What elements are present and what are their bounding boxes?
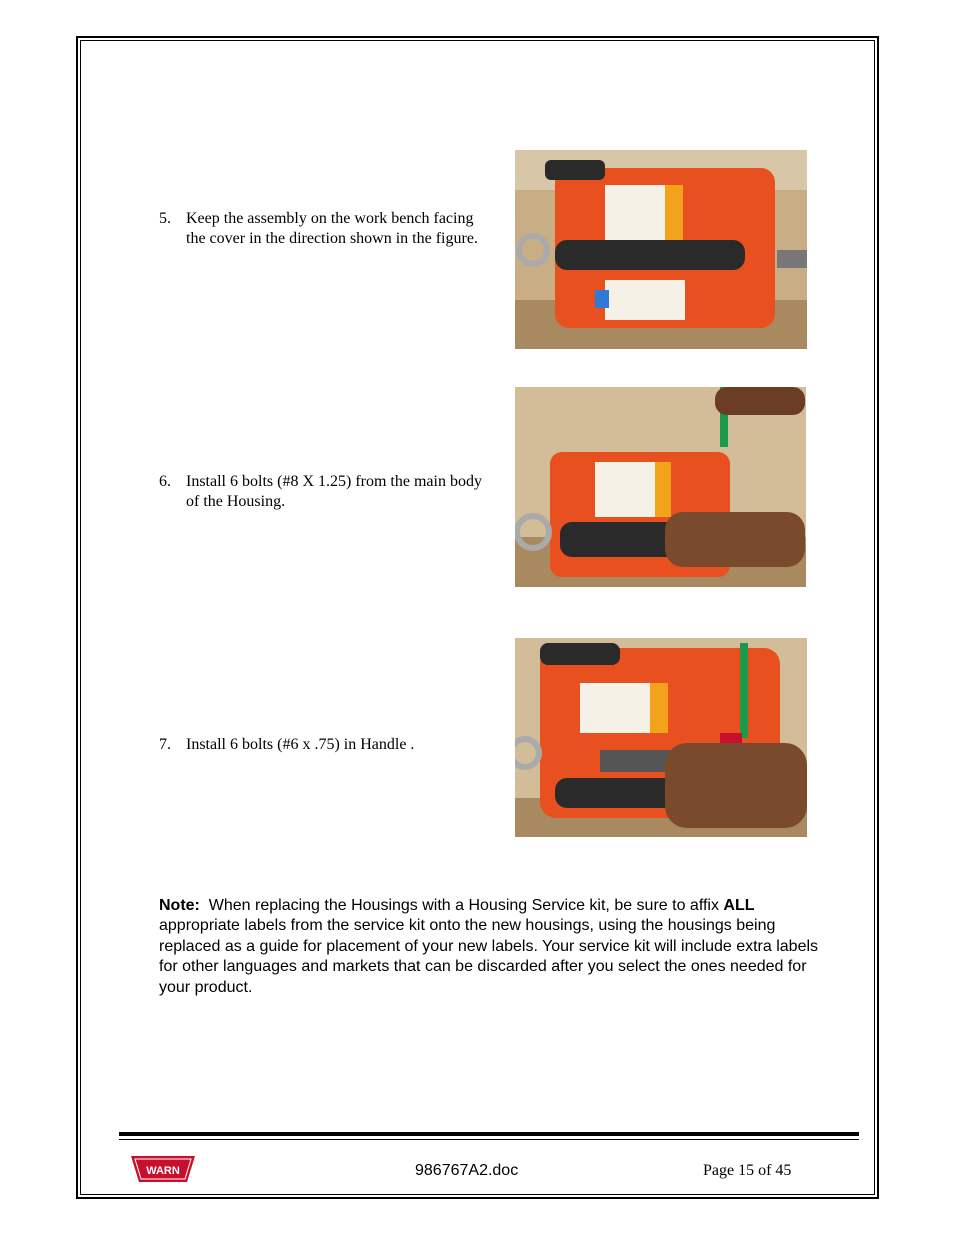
step-5-photo bbox=[515, 150, 807, 349]
footer-page-number: Page 15 of 45 bbox=[703, 1162, 792, 1179]
step-7-photo bbox=[515, 638, 807, 837]
step-5-number: 5. bbox=[159, 210, 171, 227]
step-7-number: 7. bbox=[159, 736, 171, 753]
step-5-text: Keep the assembly on the work bench facing the cover in the direction shown in the figure. bbox=[186, 210, 478, 247]
note-emphasis: ALL bbox=[723, 897, 755, 914]
note-text-before: When replacing the Housings with a Housing Service kit, be sure to affix bbox=[208, 897, 719, 914]
footer-rule-thin bbox=[119, 1139, 859, 1140]
step-7-text: Install 6 bolts (#6 x .75) in Handle . bbox=[186, 736, 415, 753]
note-label: Note: bbox=[159, 897, 200, 914]
warn-logo bbox=[131, 1154, 195, 1184]
note-paragraph bbox=[159, 896, 829, 998]
step-6-text: Install 6 bolts (#8 X 1.25) from the main body of the Housing. bbox=[186, 473, 482, 510]
logo-text: WARN bbox=[146, 1165, 180, 1177]
note-text-after: appropriate labels from the service kit onto the new housings, using the housings being replaced as a guide for placement of your new labels. Your service kit will include extra labels for other languages and markets that can be discarded after you select the ones needed for your product. bbox=[159, 917, 819, 996]
footer-doc-name: 986767A2.doc bbox=[415, 1162, 519, 1179]
step-6-photo bbox=[515, 387, 806, 587]
step-6-number: 6. bbox=[159, 473, 171, 490]
footer-rule-thick bbox=[119, 1132, 859, 1136]
